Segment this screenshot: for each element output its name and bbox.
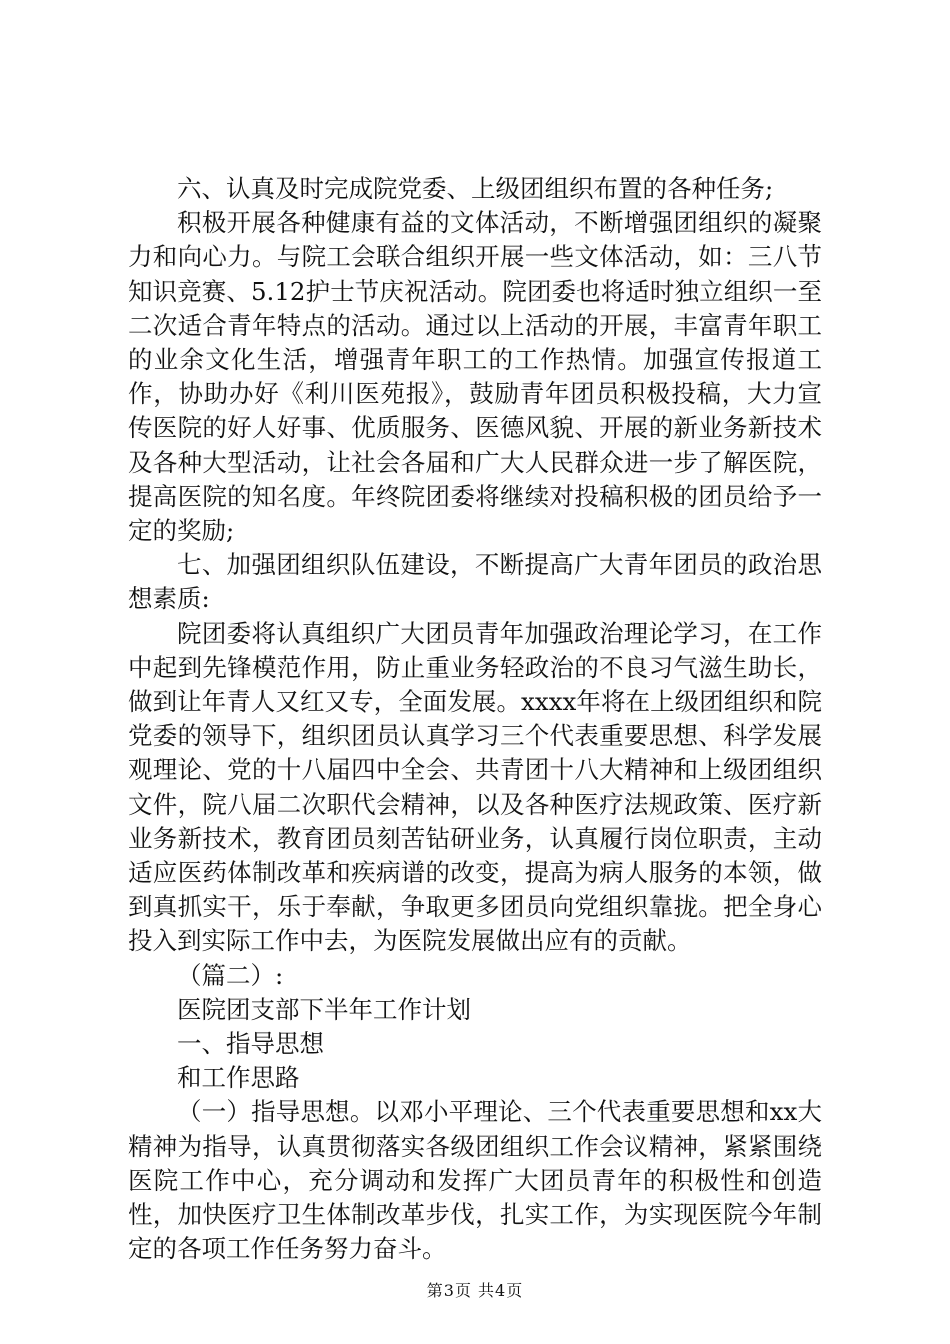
section-heading-work-approach: 和工作思路: [177, 1063, 300, 1093]
document-body: [128, 172, 822, 1267]
paragraph-task-six: 六、认真及时完成院党委、上级团组织布置的各种任务;: [177, 174, 774, 203]
page-number-footer: 第3页 共4页: [426, 1281, 524, 1300]
section-heading-guiding-thought: 一、指导思想: [177, 1029, 324, 1059]
section-heading-part-two: （篇二）:: [177, 960, 284, 990]
paragraph-cultural-activities: 积极开展各种健康有益的文体活动，不断增强团组织的凝聚力和向心力。与院工会联合组织开展一些文体活动，如：三八节知识竞赛、5.12护士节庆祝活动。院团委也将适时独立组织一至二次适合青年特点的活动。通过以上活动的开展，丰富青年职工的业余文化生活，增强青年职工的工作热情。加强宣传报道工作，协助办好《利川医苑报》，鼓励青年团员积极投稿，大力宣传医院的好人好事、优质服务、医德风貌、开展的新业务新技术及各种大型活动，让社会各届和广大人民群众进一步了解医院，提高医院的知名度。年终院团委将继续对投稿积极的团员给予一定的奖励;: [128, 208, 822, 546]
paragraph-political-study: 院团委将认真组织广大团员青年加强政治理论学习，在工作中起到先锋模范作用，防止重业务轻政治的不良习气滋生助长，做到让年青人又红又专，全面发展。xxxx年将在上级团组织和院党委的领导下，组织团员认真学习三个代表重要思想、科学发展观理论、党的十八届四中全会、共青团十八大精神和上级团组织文件，院八届二次职代会精神，以及各种医疗法规政策、医疗新业务新技术，教育团员刻苦钻研业务，认真履行岗位职责，主动适应医药体制改革和疾病谱的改变，提高为病人服务的本领，做到真抓实干，乐于奉献，争取更多团员向党组织靠拢。把全身心投入到实际工作中去，为医院发展做出应有的贡献。: [128, 618, 822, 956]
paragraph-task-seven: 七、加强团组织队伍建设，不断提高广大青年团员的政治思想素质:: [128, 550, 822, 614]
document-title: 医院团支部下半年工作计划: [177, 994, 471, 1024]
paragraph-guiding-thought: （一）指导思想。以邓小平理论、三个代表重要思想和xx大精神为指导，认真贯彻落实各级团组织工作会议精神，紧紧围绕医院工作中心，充分调动和发挥广大团员青年的积极性和创造性，加快医疗卫生体制改革步伐，扎实工作，为实现医院今年制定的各项工作任务努力奋斗。: [128, 1097, 822, 1264]
